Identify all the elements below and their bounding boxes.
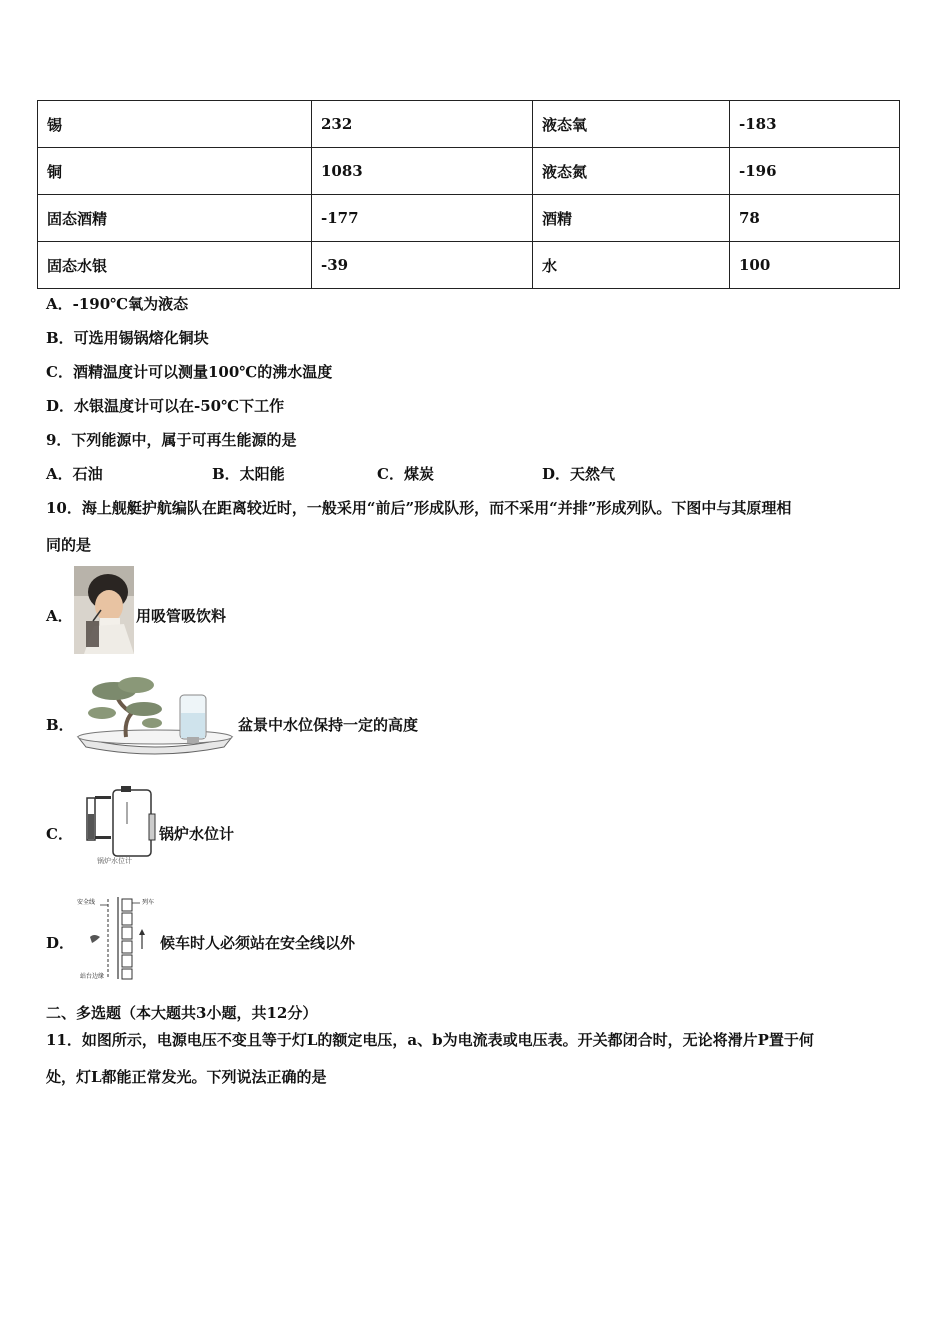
table-row [38, 195, 900, 242]
q8-option-c: C．酒精温度计可以测量100℃的沸水温度 [46, 363, 333, 381]
melting-point-table [37, 100, 900, 289]
table-cell: -177 [312, 195, 533, 242]
safety-line-label: 安全线 [77, 899, 96, 906]
table-cell: 100 [730, 242, 900, 289]
q10-option-d-text: 候车时人必须站在安全线以外 [160, 934, 356, 952]
boiler-gauge-caption: 锅炉水位计 [97, 857, 132, 865]
table-cell: 液态氧 [533, 101, 730, 148]
q10-option-a-text: 用吸管吸饮料 [136, 607, 227, 625]
q9-stem: 9．下列能源中，属于可再生能源的是 [46, 431, 297, 449]
q11-stem-line2: 处，灯L都能正常发光。下列说法正确的是 [46, 1068, 327, 1086]
q10-option-b-text: 盆景中水位保持一定的高度 [238, 716, 419, 734]
q10-option-c-letter: C． [46, 825, 73, 843]
table-row [38, 242, 900, 289]
train-platform-image [74, 893, 158, 983]
q9-option-b: B．太阳能 [212, 465, 285, 483]
q10-option-d-letter: D． [46, 934, 75, 952]
table-cell: 固态酒精 [38, 195, 312, 242]
table-cell: 铜 [38, 148, 312, 195]
q8-option-a: A．-190℃氧为液态 [46, 295, 189, 313]
q10-option-c-text: 锅炉水位计 [159, 825, 235, 843]
q10-stem-line1: 10．海上舰艇护航编队在距离较近时，一般采用“前后”形成队形，而不采用“并排”形成列队。下图中与其原理相 [46, 499, 792, 517]
table-cell: -183 [730, 101, 900, 148]
table-cell: 1083 [312, 148, 533, 195]
table-cell: -39 [312, 242, 533, 289]
table-cell: 水 [533, 242, 730, 289]
q10-option-a-letter: A． [46, 607, 73, 625]
q10-option-b-letter: B． [46, 716, 74, 734]
table-cell: 232 [312, 101, 533, 148]
q9-option-c: C．煤炭 [377, 465, 434, 483]
table-cell: 固态水银 [38, 242, 312, 289]
section-heading: 二、多选题（本大题共3小题，共12分） [46, 1004, 318, 1022]
q11-stem-line1: 11．如图所示，电源电压不变且等于灯L的额定电压，a、b为电流表或电压表。开关都闭合时，无论将滑片P置于何 [46, 1031, 814, 1049]
platform-edge-label: 站台边缘 [80, 973, 105, 980]
straw-drinking-image [74, 566, 134, 654]
boiler-gauge-image [77, 784, 157, 868]
table-row [38, 101, 900, 148]
table-cell: 78 [730, 195, 900, 242]
q8-option-d: D．水银温度计可以在-50℃下工作 [46, 397, 285, 415]
q9-option-d: D．天然气 [542, 465, 616, 483]
q9-option-a: A．石油 [46, 465, 103, 483]
table-cell: -196 [730, 148, 900, 195]
table-cell: 锡 [38, 101, 312, 148]
q10-stem-line2: 同的是 [46, 536, 92, 554]
table-row [38, 148, 900, 195]
table-cell: 酒精 [533, 195, 730, 242]
train-label: 列车 [142, 899, 155, 906]
q8-option-b: B．可选用锡锅熔化铜块 [46, 329, 209, 347]
table-cell: 液态氮 [533, 148, 730, 195]
bonsai-image [74, 673, 236, 757]
